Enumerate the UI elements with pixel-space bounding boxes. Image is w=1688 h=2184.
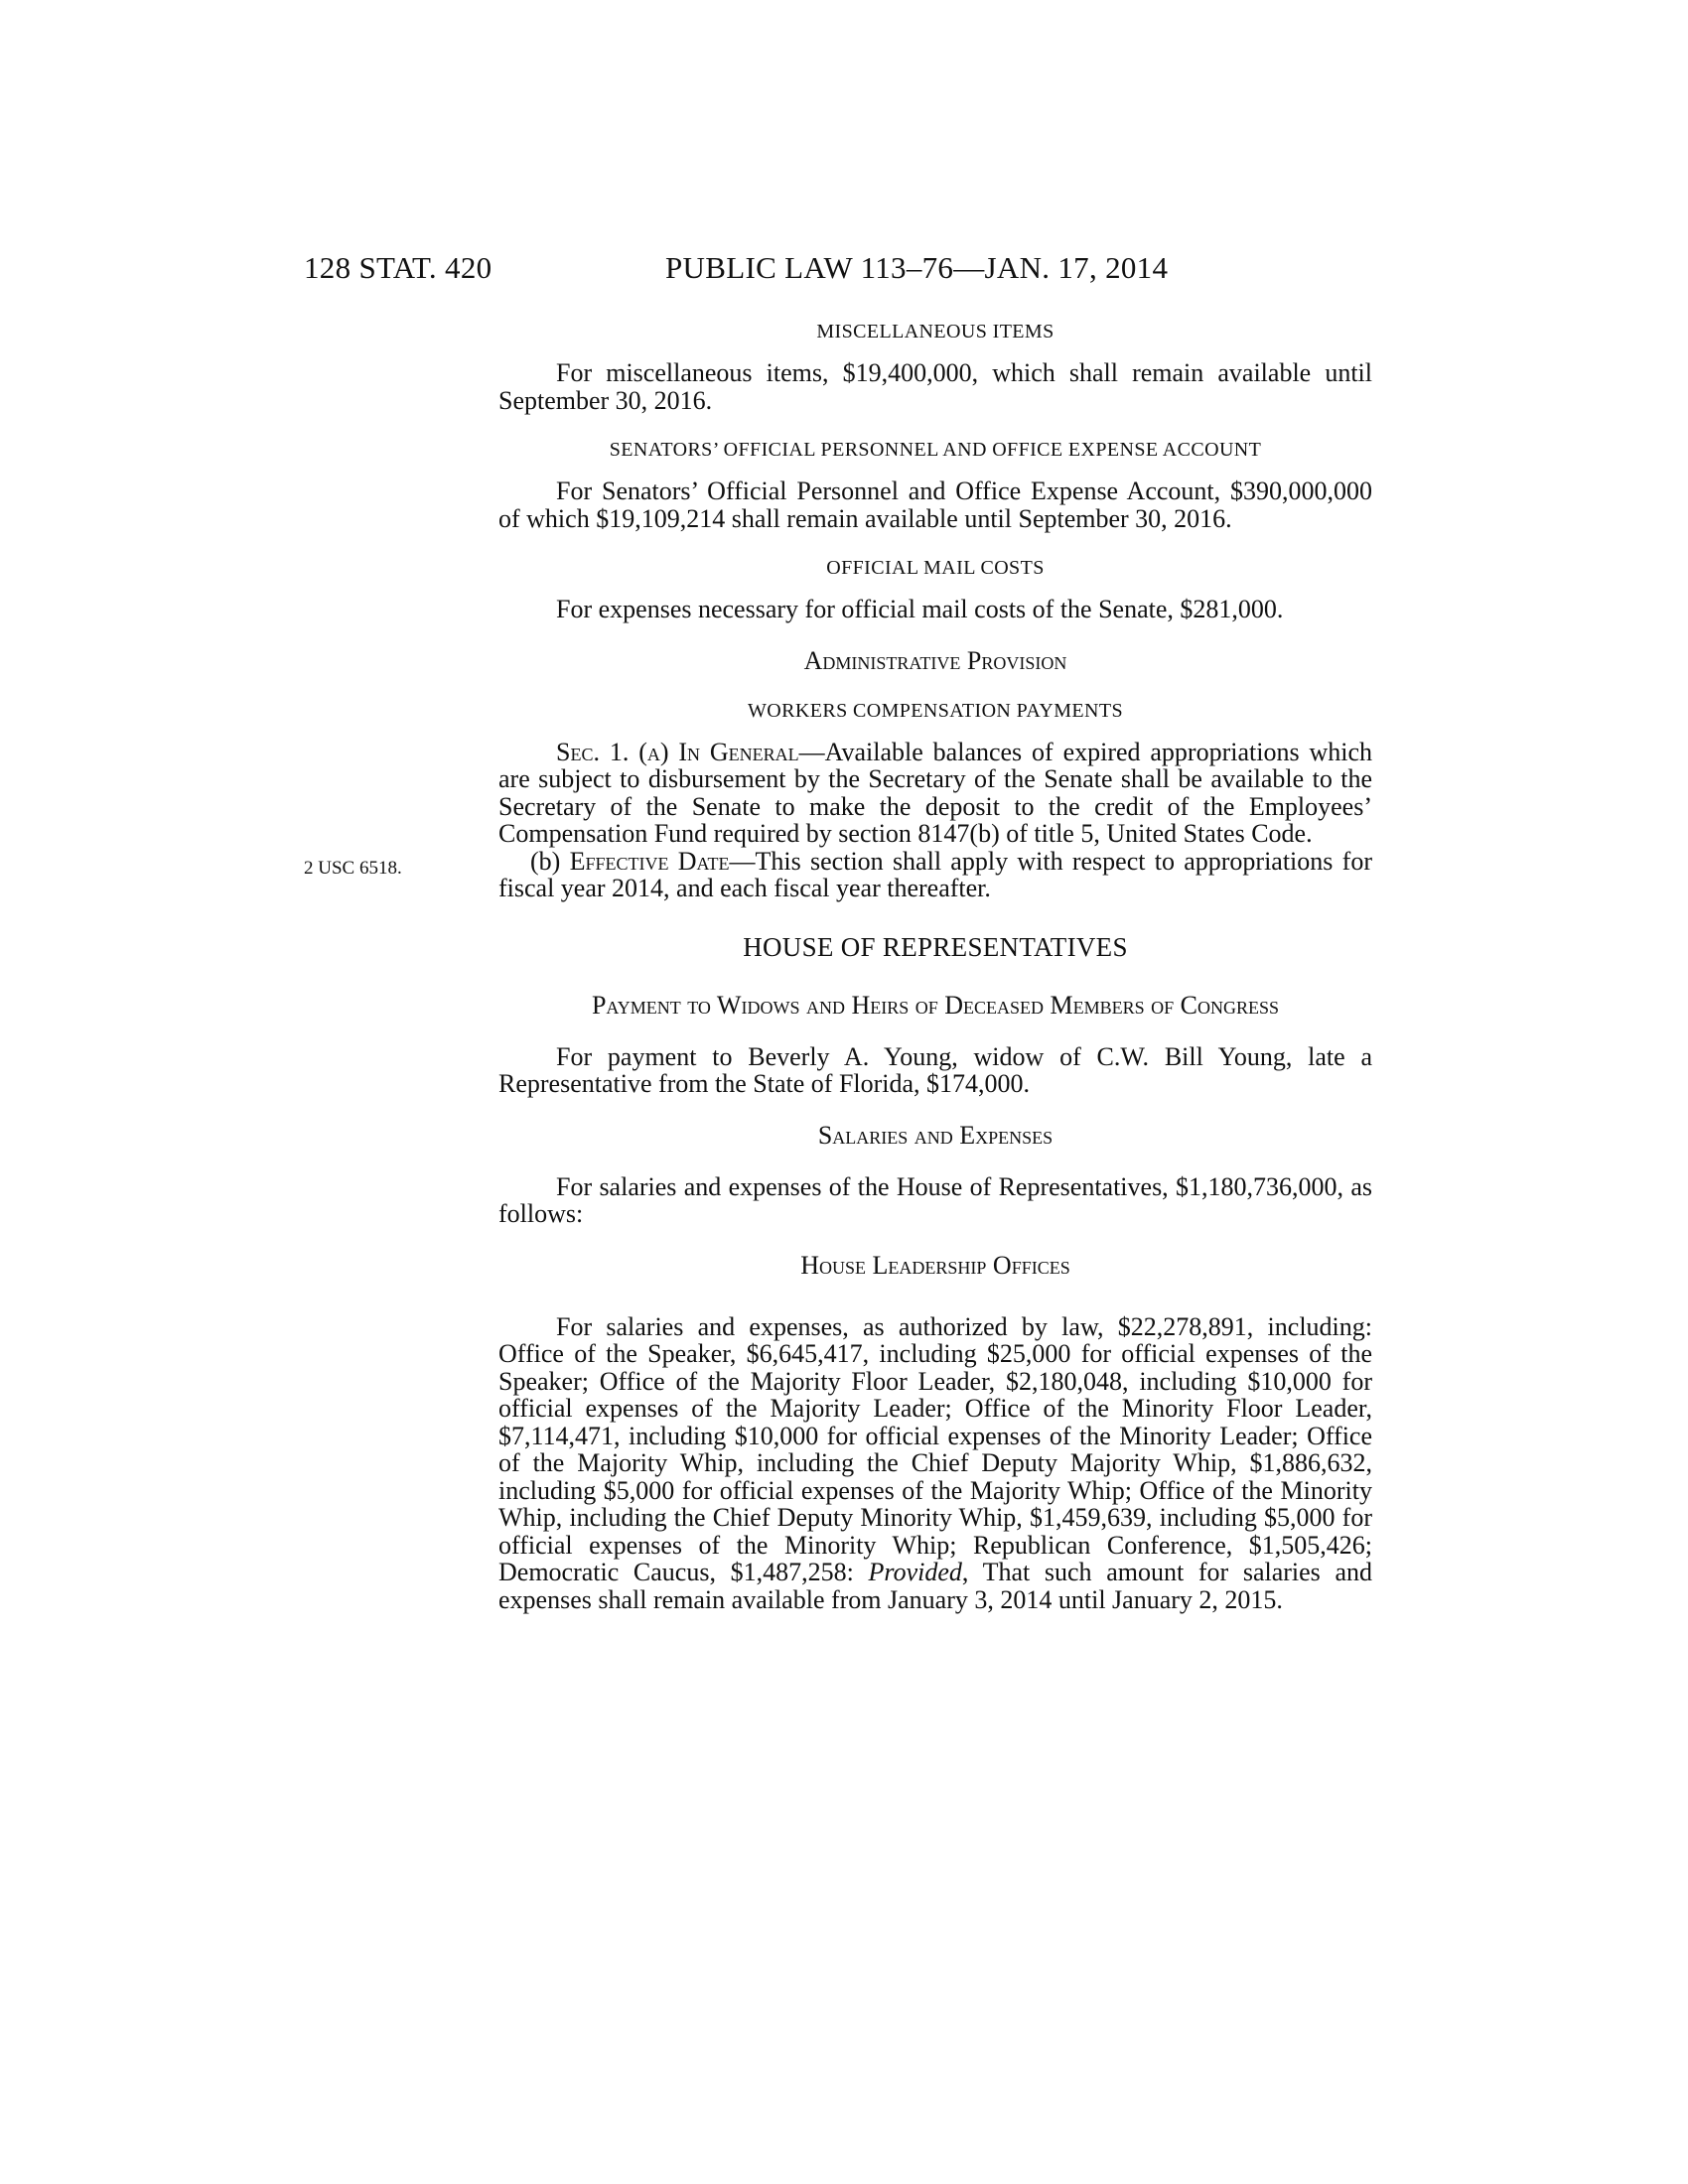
- subsection-text: —Available balances of expired appropriations which are subject to disbursement by the Secretary of the Senate shall be available to the Secretary of the Senate to make the deposit to the credit of the Employees’ Compensation Fund required by section 8147(b) of title 5, United States Code.: [498, 737, 1372, 848]
- section-label: Sec. 1. (a): [556, 737, 679, 766]
- subsection-title: In General: [678, 737, 799, 766]
- paragraph-section-1b: [498, 848, 1372, 902]
- paragraph-miscellaneous-items: For miscellaneous items, $19,400,000, which shall remain available until September 30, 2016.: [498, 358, 1372, 415]
- subsection-label: (b): [530, 846, 570, 876]
- paragraph-official-mail-costs: For expenses necessary for official mail costs of the Senate, $281,000.: [556, 595, 1284, 623]
- heading-widows-heirs: Payment to Widows and Heirs of Deceased Members of Congress: [591, 990, 1280, 1020]
- heading-house-of-representatives: HOUSE OF REPRESENTATIVES: [743, 931, 1128, 962]
- paragraph-salaries-expenses: For salaries and expenses of the House of Representatives, $1,180,736,000, as follows:: [498, 1171, 1372, 1228]
- paragraph-senators-account: For Senators’ Official Personnel and Office Expense Account, $390,000,000 of which $19,109,214 shall remain available until September 30, 2016.: [498, 477, 1372, 533]
- leadership-text-main: For salaries and expenses, as authorized by law, $22,278,891, including: Office of the Speaker, $6,645,417, including $25,000 for official expenses of the Speaker; Office of the Majority Floor Leader, $2,180,048, including $10,000 for official expenses of the Majority Leader; Office of the Minority Floor Leader, $7,114,471, including $10,000 for official expenses of the Minority Leader; Office of the Majority Whip, including the Chief Deputy Majority Whip, $1,886,632, including $5,000 for official expenses of the Majority Whip; Office of the Minority Whip, including the Chief Deputy Minority Whip, $1,459,639, including $5,000 for official expenses of the Minority Whip; Republican Conference, $1,505,426; Democratic Caucus, $1,487,258:: [498, 1311, 1372, 1586]
- heading-official-mail-costs: OFFICIAL MAIL COSTS: [826, 557, 1045, 579]
- paragraph-house-leadership-offices: [498, 1313, 1372, 1614]
- statute-page-number: 128 STAT. 420: [304, 250, 492, 285]
- document-body: [498, 320, 1372, 1613]
- leadership-text-end: , That such amount for salaries and expenses shall remain available from January 3, 2014 until January 2, 2015.: [498, 1558, 1373, 1614]
- heading-salaries-expenses: Salaries and Expenses: [817, 1120, 1054, 1150]
- paragraph-section-1a: [498, 739, 1372, 848]
- heading-senators-account: SENATORS’ OFFICIAL PERSONNEL AND OFFICE EXPENSE ACCOUNT: [609, 439, 1262, 461]
- public-law-title: PUBLIC LAW 113–76—JAN. 17, 2014: [665, 250, 1169, 285]
- heading-house-leadership-offices: House Leadership Offices: [800, 1250, 1070, 1280]
- heading-administrative-provision: Administrative Provision: [803, 645, 1067, 675]
- heading-workers-compensation: WORKERS COMPENSATION PAYMENTS: [748, 699, 1123, 722]
- subsection-text: —This section shall apply with respect to appropriations for fiscal year 2014, and each fiscal year thereafter.: [498, 846, 1372, 902]
- subsection-title: Effective Date: [569, 846, 730, 876]
- provided-term: Provided: [868, 1558, 962, 1586]
- margin-citation: 2 USC 6518.: [304, 858, 402, 879]
- heading-miscellaneous-items: MISCELLANEOUS ITEMS: [816, 321, 1055, 342]
- paragraph-widows-heirs: For payment to Beverly A. Young, widow of C.W. Bill Young, late a Representative from the State of Florida, $174,000.: [498, 1041, 1372, 1098]
